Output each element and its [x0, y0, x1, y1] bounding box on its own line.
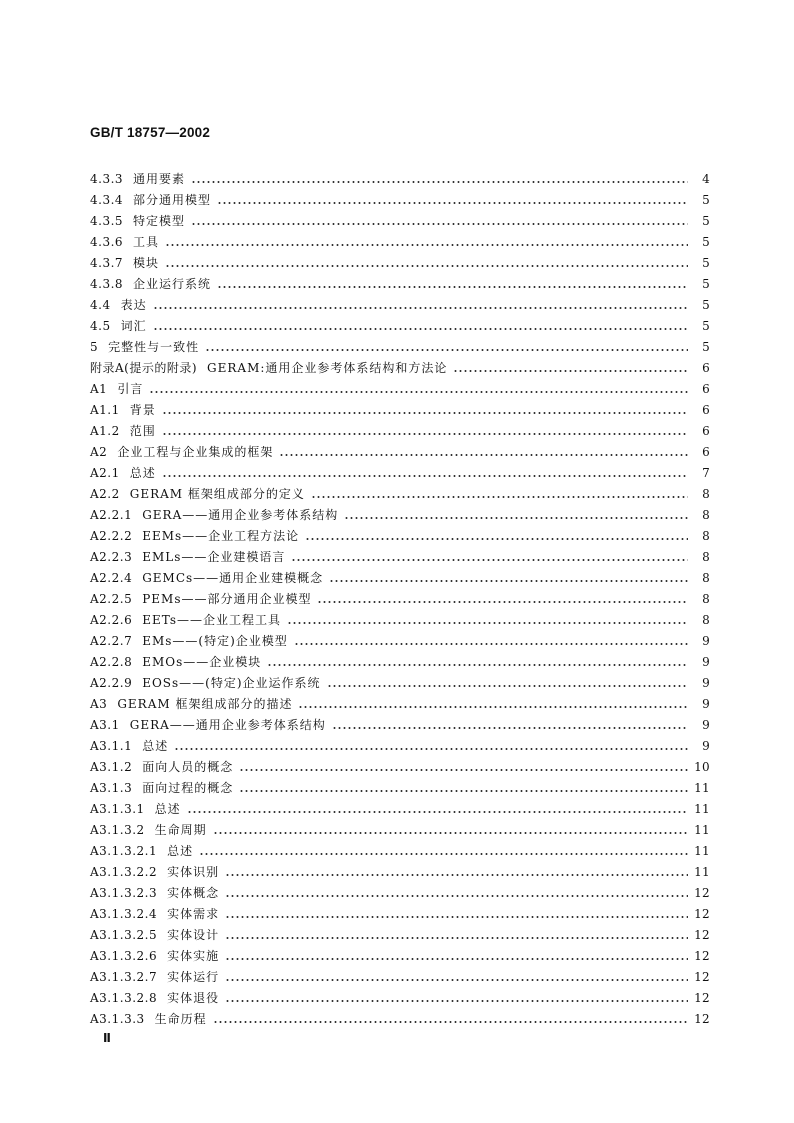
toc-entry[interactable] [90, 271, 710, 292]
toc-entry-title: 总述 [129, 466, 156, 480]
toc-entry-number: A2.2.2 [90, 529, 133, 543]
toc-entry[interactable] [90, 355, 710, 376]
toc-entry-number: A3.1.3.2.7 [90, 970, 158, 984]
toc-entry[interactable] [90, 670, 710, 691]
toc-entry-page: 10 [694, 760, 710, 774]
toc-dot-leader [294, 643, 688, 645]
toc-entry-page: 5 [702, 214, 710, 228]
toc-dot-leader [298, 706, 688, 708]
toc-dot-leader [225, 958, 688, 960]
toc-dot-leader [149, 391, 688, 393]
toc-entry-page: 8 [702, 529, 710, 543]
toc-dot-leader [329, 580, 688, 582]
toc-entry-page: 5 [702, 298, 710, 312]
toc-entry-title: GERAM 框架组成部分的定义 [129, 487, 305, 501]
toc-entry-page: 5 [702, 256, 710, 270]
toc-dot-leader [344, 517, 688, 519]
toc-entry-page: 9 [702, 718, 710, 732]
toc-entry-title: 部分通用模型 [133, 193, 212, 207]
toc-dot-leader [205, 349, 688, 351]
toc-dot-leader [311, 496, 688, 498]
toc-entry-page: 12 [694, 886, 710, 900]
toc-entry-page: 6 [702, 445, 710, 459]
toc-entry-title: EMs——(特定)企业模型 [142, 634, 288, 648]
toc-entry-number: A2.2.7 [90, 634, 133, 648]
toc-entry-title: 总述 [154, 802, 181, 816]
toc-entry[interactable] [90, 397, 710, 418]
toc-dot-leader [191, 223, 688, 225]
toc-entry-number: A3.1.3.3 [90, 1012, 145, 1026]
toc-entry-page: 12 [694, 970, 710, 984]
toc-dot-leader [162, 433, 688, 435]
toc-entry[interactable] [90, 229, 710, 250]
toc-dot-leader [287, 622, 688, 624]
toc-entry-page: 8 [702, 508, 710, 522]
toc-entry-page: 11 [694, 823, 710, 837]
toc-entry[interactable] [90, 985, 710, 1006]
toc-entry-page: 12 [694, 991, 710, 1005]
toc-dot-leader [267, 664, 688, 666]
toc-entry-page: 4 [702, 172, 710, 186]
toc-entry-number: A3.1.3.2.5 [90, 928, 158, 942]
toc-dot-leader [187, 811, 688, 813]
toc-dot-leader [213, 832, 688, 834]
toc-entry-page: 11 [694, 844, 710, 858]
toc-entry-number: A3.1.3.2 [90, 823, 145, 837]
toc-entry[interactable] [90, 523, 710, 544]
toc-entry-number: A3.1.3.2.8 [90, 991, 158, 1005]
toc-dot-leader [162, 412, 688, 414]
toc-entry-number: A3.1.3.2.1 [90, 844, 158, 858]
toc-dot-leader [225, 979, 688, 981]
toc-entry[interactable] [90, 460, 710, 481]
toc-entry-number: A3.1.3 [90, 781, 133, 795]
toc-entry-number: A2.2.5 [90, 592, 133, 606]
toc-dot-leader [332, 727, 688, 729]
toc-dot-leader [165, 244, 688, 246]
toc-entry[interactable] [90, 943, 710, 964]
toc-entry-number: A2.2.3 [90, 550, 133, 564]
toc-entry-page: 9 [702, 739, 710, 753]
toc-dot-leader [239, 790, 688, 792]
toc-dot-leader [225, 937, 688, 939]
toc-entry[interactable] [90, 859, 710, 880]
toc-entry-number: A3.1.2 [90, 760, 133, 774]
toc-entry-number: 4.3.8 [90, 277, 124, 291]
toc-entry-title: GERA——通用企业参考体系结构 [129, 718, 326, 732]
toc-entry-page: 9 [702, 676, 710, 690]
toc-dot-leader [453, 370, 688, 372]
toc-entry-number: A2.2.4 [90, 571, 133, 585]
toc-entry-title: 实体退役 [167, 991, 220, 1005]
toc-dot-leader [153, 328, 688, 330]
toc-dot-leader [174, 748, 688, 750]
table-of-contents [90, 166, 710, 1027]
toc-dot-leader [225, 916, 688, 918]
toc-entry[interactable] [90, 586, 710, 607]
toc-entry-title: 总述 [167, 844, 194, 858]
toc-dot-leader [225, 895, 688, 897]
toc-entry-page: 12 [694, 907, 710, 921]
toc-entry[interactable] [90, 502, 710, 523]
toc-entry-title: 完整性与一致性 [108, 340, 200, 354]
toc-entry-title: 面向人员的概念 [142, 760, 234, 774]
toc-entry-number: A3.1.3.2.2 [90, 865, 158, 879]
toc-entry-number: A3.1 [90, 718, 120, 732]
toc-entry-number: A3.1.1 [90, 739, 133, 753]
toc-entry-number: 4.5 [90, 319, 111, 333]
toc-entry[interactable] [90, 838, 710, 859]
toc-entry-page: 5 [702, 340, 710, 354]
toc-entry-number: 4.3.4 [90, 193, 124, 207]
toc-entry-number: 4.3.6 [90, 235, 124, 249]
toc-dot-leader [165, 265, 688, 267]
toc-dot-leader [305, 538, 688, 540]
toc-entry-page: 9 [702, 634, 710, 648]
toc-entry-page: 8 [702, 592, 710, 606]
toc-entry-page: 8 [702, 550, 710, 564]
toc-entry-number: A2 [90, 445, 108, 459]
toc-entry[interactable] [90, 733, 710, 754]
toc-entry-title: GERA——通用企业参考体系结构 [142, 508, 339, 522]
page-number-marker: Ⅱ [103, 1031, 111, 1045]
toc-entry-title: EMOs——企业模块 [142, 655, 262, 669]
toc-entry-page: 11 [694, 781, 710, 795]
toc-entry[interactable] [90, 187, 710, 208]
toc-entry-page: 6 [702, 382, 710, 396]
toc-dot-leader [225, 1000, 688, 1002]
toc-entry[interactable] [90, 376, 710, 397]
toc-entry-title: GERAM 框架组成部分的描述 [117, 697, 293, 711]
toc-entry-page: 5 [702, 277, 710, 291]
toc-entry[interactable] [90, 439, 710, 460]
toc-entry-title: 生命历程 [154, 1012, 207, 1026]
toc-entry-title: 生命周期 [154, 823, 207, 837]
toc-dot-leader [279, 454, 688, 456]
toc-entry-number: 4.3.5 [90, 214, 124, 228]
toc-entry-number: A3 [90, 697, 108, 711]
toc-entry-title: 面向过程的概念 [142, 781, 234, 795]
toc-entry-title: 引言 [117, 382, 144, 396]
toc-entry-title: 实体设计 [167, 928, 220, 942]
toc-entry-title: GERAM:通用企业参考体系结构和方法论 [207, 361, 448, 375]
toc-entry-title: EETs——企业工程工具 [142, 613, 282, 627]
toc-entry[interactable] [90, 817, 710, 838]
toc-entry-number: A2.2.6 [90, 613, 133, 627]
toc-dot-leader [239, 769, 688, 771]
toc-entry-number: A2.2.8 [90, 655, 133, 669]
toc-entry-title: EEMs——企业工程方法论 [142, 529, 300, 543]
toc-dot-leader [153, 307, 688, 309]
toc-entry-title: 企业运行系统 [133, 277, 212, 291]
toc-entry-page: 9 [702, 655, 710, 669]
toc-entry[interactable] [90, 481, 710, 502]
toc-entry-title: 特定模型 [133, 214, 186, 228]
toc-entry-number: 4.3.3 [90, 172, 124, 186]
toc-entry[interactable] [90, 922, 710, 943]
toc-dot-leader [213, 1021, 688, 1023]
toc-entry[interactable] [90, 691, 710, 712]
toc-entry-number: 附录A(提示的附录) [90, 361, 198, 375]
toc-dot-leader [162, 475, 688, 477]
toc-entry-number: 4.3.7 [90, 256, 124, 270]
toc-entry-page: 8 [702, 571, 710, 585]
toc-entry-title: 词汇 [120, 319, 147, 333]
toc-entry-number: 4.4 [90, 298, 111, 312]
toc-entry-title: 实体实施 [167, 949, 220, 963]
toc-dot-leader [291, 559, 688, 561]
toc-entry-page: 11 [694, 865, 710, 879]
toc-entry-number: A3.1.3.2.4 [90, 907, 158, 921]
toc-entry[interactable] [90, 250, 710, 271]
toc-entry[interactable] [90, 901, 710, 922]
toc-dot-leader [217, 286, 688, 288]
toc-entry[interactable] [90, 1006, 710, 1027]
toc-entry-number: A2.2.9 [90, 676, 133, 690]
toc-entry-title: 表达 [120, 298, 147, 312]
toc-entry-page: 6 [702, 403, 710, 417]
toc-entry-title: 背景 [129, 403, 156, 417]
standard-code-header: GB/T 18757—2002 [90, 125, 211, 140]
toc-entry-title: 实体需求 [167, 907, 220, 921]
toc-entry-number: A3.1.3.2.6 [90, 949, 158, 963]
toc-entry[interactable] [90, 796, 710, 817]
toc-entry-page: 6 [702, 361, 710, 375]
toc-dot-leader [317, 601, 688, 603]
toc-entry-number: A2.2 [90, 487, 120, 501]
toc-entry[interactable] [90, 565, 710, 586]
toc-entry[interactable] [90, 292, 710, 313]
toc-entry-number: A1 [90, 382, 108, 396]
toc-entry-title: GEMCs——通用企业建模概念 [142, 571, 324, 585]
toc-entry-title: 企业工程与企业集成的框架 [117, 445, 274, 459]
toc-entry-number: 5 [90, 340, 99, 354]
toc-entry-title: 模块 [133, 256, 160, 270]
toc-dot-leader [225, 874, 688, 876]
toc-entry-title: EMLs——企业建模语言 [142, 550, 286, 564]
toc-entry-title: 实体概念 [167, 886, 220, 900]
toc-dot-leader [327, 685, 688, 687]
toc-dot-leader [199, 853, 688, 855]
toc-entry-title: 通用要素 [133, 172, 186, 186]
toc-entry[interactable] [90, 166, 710, 187]
toc-dot-leader [191, 181, 688, 183]
toc-entry-page: 12 [694, 949, 710, 963]
toc-entry-title: EOSs——(特定)企业运作系统 [142, 676, 321, 690]
toc-entry-page: 11 [694, 802, 710, 816]
toc-entry[interactable] [90, 607, 710, 628]
toc-entry[interactable] [90, 775, 710, 796]
toc-entry-title: 范围 [129, 424, 156, 438]
toc-entry-page: 5 [702, 319, 710, 333]
toc-entry-page: 5 [702, 235, 710, 249]
toc-dot-leader [217, 202, 688, 204]
toc-entry[interactable] [90, 964, 710, 985]
toc-entry-number: A2.1 [90, 466, 120, 480]
toc-entry-page: 8 [702, 613, 710, 627]
toc-entry[interactable] [90, 754, 710, 775]
toc-entry[interactable] [90, 544, 710, 565]
toc-entry-page: 12 [694, 1012, 710, 1026]
toc-entry[interactable] [90, 334, 710, 355]
toc-entry-page: 5 [702, 193, 710, 207]
toc-entry-page: 6 [702, 424, 710, 438]
toc-entry[interactable] [90, 649, 710, 670]
toc-entry-title: 工具 [133, 235, 160, 249]
toc-entry-title: PEMs——部分通用企业模型 [142, 592, 312, 606]
toc-entry[interactable] [90, 418, 710, 439]
toc-entry-page: 9 [702, 697, 710, 711]
toc-entry-number: A3.1.3.1 [90, 802, 145, 816]
toc-entry-title: 总述 [142, 739, 169, 753]
toc-entry[interactable] [90, 208, 710, 229]
toc-entry-page: 12 [694, 928, 710, 942]
toc-entry-number: A3.1.3.2.3 [90, 886, 158, 900]
toc-entry-page: 8 [702, 487, 710, 501]
toc-entry-page: 7 [702, 466, 710, 480]
toc-entry-title: 实体识别 [167, 865, 220, 879]
toc-entry-title: 实体运行 [167, 970, 220, 984]
toc-entry[interactable] [90, 628, 710, 649]
toc-entry-number: A1.2 [90, 424, 120, 438]
toc-entry-number: A2.2.1 [90, 508, 133, 522]
toc-entry[interactable] [90, 880, 710, 901]
toc-entry[interactable] [90, 313, 710, 334]
toc-entry[interactable] [90, 712, 710, 733]
toc-entry-number: A1.1 [90, 403, 120, 417]
